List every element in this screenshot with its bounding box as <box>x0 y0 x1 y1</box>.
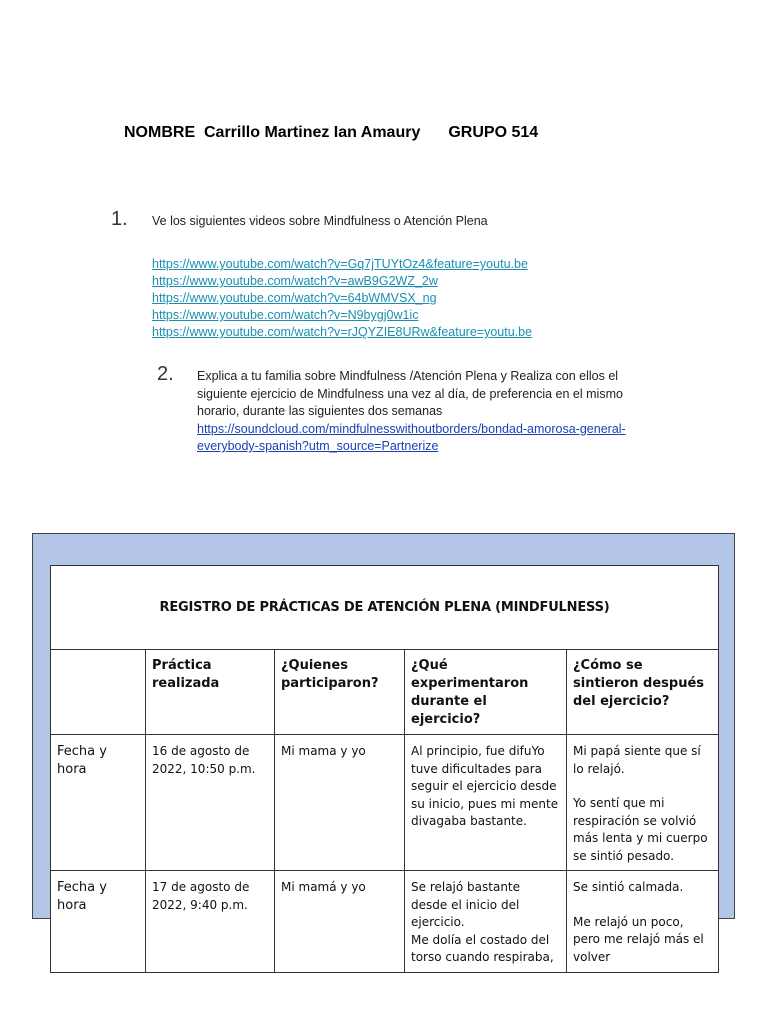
feeling-text-1: Se sintió calmada. <box>573 880 684 894</box>
practice-log-table-container <box>50 565 718 964</box>
soundcloud-link[interactable]: https://soundcloud.com/mindfulnesswithoutborders/bondad-amorosa-general-everybody-spanish?utm_source=Partnerize <box>197 421 626 453</box>
header-participants: ¿Quienes participaron? <box>275 650 405 735</box>
cell-experience <box>405 871 567 973</box>
item-number-2: 2. <box>157 363 174 385</box>
cell-practice: 16 de agosto de 2022, 10:50 p.m. <box>146 735 275 871</box>
practice-log-table <box>50 565 719 973</box>
row-label: Fecha y hora <box>51 735 146 871</box>
student-heading <box>124 124 538 142</box>
experience-text-1: Se relajó bastante desde el inicio del ejercicio. <box>411 880 521 929</box>
video-link-5[interactable]: https://www.youtube.com/watch?v=rJQYZIE8URw&feature=youtu.be <box>152 325 533 339</box>
item2-instruction-block <box>197 368 637 456</box>
header-experience: ¿Qué experimentaron durante el ejercicio? <box>405 650 567 735</box>
cell-participants: Mi mama y yo <box>275 735 405 871</box>
experience-text-2: Me dolía el costado del torso cuando respiraba, <box>411 932 554 964</box>
header-empty <box>51 650 146 735</box>
feeling-text-2: Me relajó un poco, pero me relajó más el volver <box>573 914 704 964</box>
video-link-3[interactable]: https://www.youtube.com/watch?v=64bWMVSX_ng <box>152 291 437 305</box>
item1-instruction: Ve los siguientes videos sobre Mindfulness o Atención Plena <box>152 214 488 228</box>
table-title: REGISTRO DE PRÁCTICAS DE ATENCIÓN PLENA (MINDFULNESS) <box>51 566 719 650</box>
header-feeling: ¿Cómo se sintieron después del ejercicio? <box>567 650 719 735</box>
cell-practice: 17 de agosto de 2022, 9:40 p.m. <box>146 871 275 973</box>
table-row <box>51 735 719 871</box>
video-link-1[interactable]: https://www.youtube.com/watch?v=Gq7jTUYtOz4&feature=youtu.be <box>152 257 528 271</box>
group-label: GRUPO 514 <box>448 124 539 141</box>
row-label: Fecha y hora <box>51 871 146 973</box>
cell-feeling <box>567 735 719 871</box>
table-row <box>51 871 719 973</box>
table-header-row <box>51 650 719 735</box>
feeling-text-1: Mi papá siente que sí lo relajó. <box>573 744 701 776</box>
name-label: NOMBRE <box>124 124 196 141</box>
video-links-list <box>152 256 532 341</box>
cell-experience: Al principio, fue difuYo tuve dificultades para seguir el ejercicio desde su inicio, pues mi mente divagaba bastante. <box>405 735 567 871</box>
cell-participants: Mi mamá y yo <box>275 871 405 973</box>
video-link-2[interactable]: https://www.youtube.com/watch?v=awB9G2WZ_2w <box>152 274 438 288</box>
video-link-4[interactable]: https://www.youtube.com/watch?v=N9bygj0w1ic <box>152 308 419 322</box>
item-number-1: 1. <box>111 208 128 230</box>
student-name: Carrillo Martinez Ian Amaury <box>204 124 421 141</box>
cell-feeling <box>567 871 719 973</box>
header-practice: Práctica realizada <box>146 650 275 735</box>
feeling-text-2: Yo sentí que mi respiración se volvió más lenta y mi cuerpo se sintió pesado. <box>573 796 708 863</box>
item2-instruction: Explica a tu familia sobre Mindfulness /Atención Plena y Realiza con ellos el siguiente ejercicio de Mindfulness una vez al día, de preferencia en el mismo horario, durante las siguientes dos semanas <box>197 369 623 418</box>
